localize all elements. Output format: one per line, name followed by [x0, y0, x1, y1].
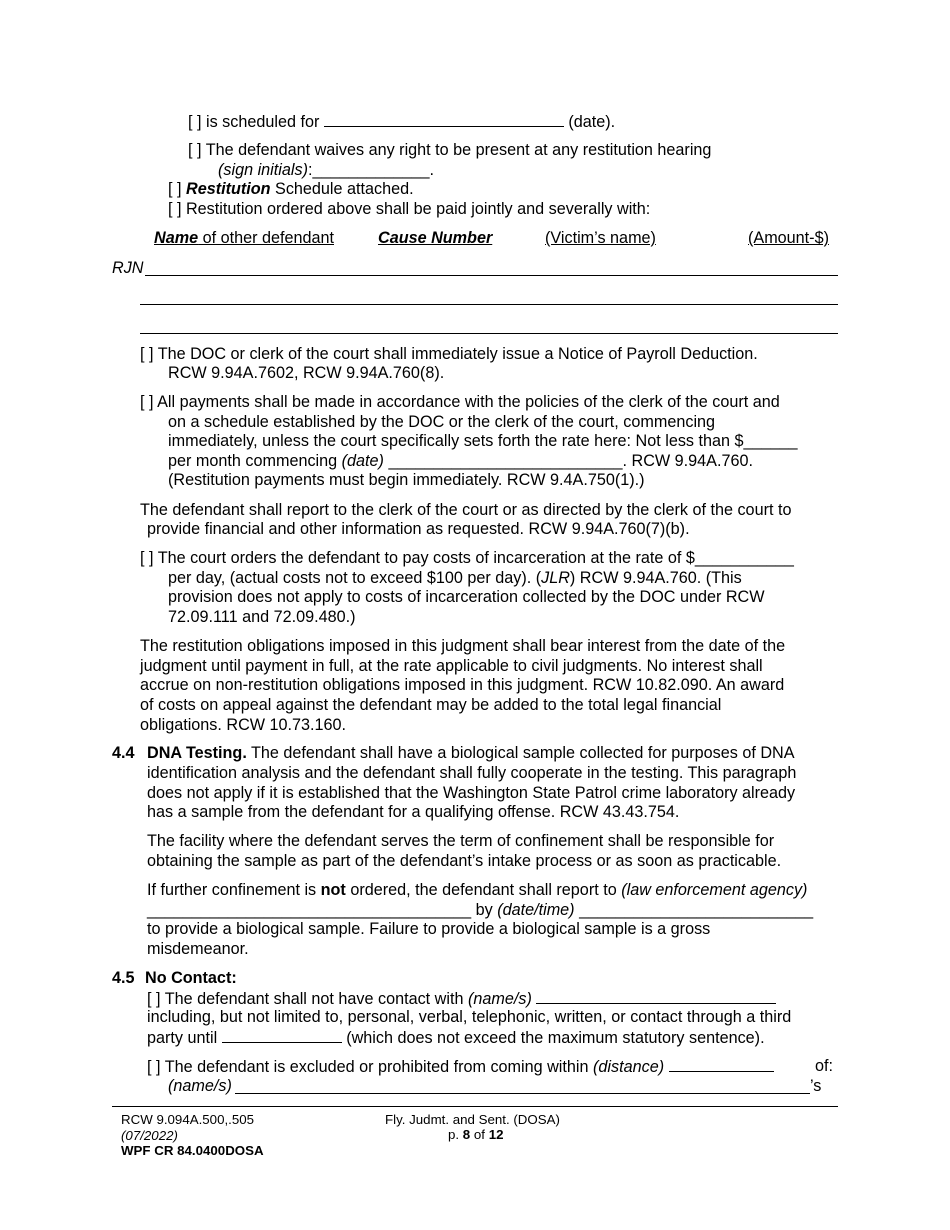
- no-contact-names-blank[interactable]: [536, 989, 776, 1004]
- no-contact-until-blank[interactable]: [222, 1028, 342, 1043]
- dna-line-1: DNA Testing. The defendant shall have a biological sample collected for purposes of DNA: [147, 744, 795, 762]
- dna-section-title: DNA Testing.: [147, 744, 247, 762]
- restitution-schedule-attached: [ ] Restitution Schedule attached.: [168, 180, 414, 198]
- report-line-2: provide financial and other information as requested. RCW 9.94A.760(7)(b).: [147, 520, 690, 538]
- restitution-waive-sign: (sign initials):_____________.: [218, 161, 434, 179]
- incarceration-line-3: provision does not apply to costs of incarceration collected by the DOC under RCW: [168, 588, 765, 606]
- header-cause-number: Cause Number: [378, 229, 493, 247]
- no-contact-line-1: [ ] The defendant shall not have contact with (name/s): [147, 989, 776, 1010]
- dna-facility-1: The facility where the defendant serves the term of confinement shall be responsible for: [147, 832, 775, 850]
- exclusion-distance-blank[interactable]: [669, 1057, 774, 1072]
- dna-further-4: misdemeanor.: [147, 940, 249, 958]
- payments-line-3: immediately, unless the court specifically sets forth the rate here: Not less than $______: [168, 432, 798, 450]
- exclusion-of-label: of:: [815, 1057, 833, 1075]
- dna-facility-2: obtaining the sample as part of the defendant’s intake process or as soon as practicable.: [147, 852, 782, 870]
- payments-line-4: per month commencing (date) __________________________. RCW 9.94A.760.: [168, 452, 753, 470]
- payroll-line-1: [ ] The DOC or clerk of the court shall immediately issue a Notice of Payroll Deduction.: [140, 345, 758, 363]
- restitution-jointly: [ ] Restitution ordered above shall be paid jointly and severally with:: [168, 200, 651, 218]
- interest-line-3: accrue on non-restitution obligations imposed in this judgment. RCW 10.82.090. An award: [140, 676, 785, 694]
- exclusion-names-blank[interactable]: [235, 1093, 810, 1094]
- header-victim-name: (Victim’s name): [545, 229, 656, 247]
- dna-line-4: has a sample from the defendant for a qualifying offense. RCW 43.43.754.: [147, 803, 680, 821]
- interest-line-4: of costs on appeal against the defendant may be added to the total legal financial: [140, 696, 722, 714]
- header-name-of-other-defendant: Name of other defendant: [154, 229, 334, 247]
- payroll-line-2: RCW 9.94A.7602, RCW 9.94A.760(8).: [168, 364, 445, 382]
- footer-rule: [112, 1106, 838, 1107]
- no-contact-section-title: No Contact:: [145, 969, 237, 987]
- exclusion-names-label: (name/s): [168, 1077, 232, 1095]
- no-contact-line-3: party until (which does not exceed the maximum statutory sentence).: [147, 1029, 765, 1047]
- codefendant-row-3[interactable]: [140, 333, 838, 334]
- footer-rcw: RCW 9.094A.500,.505: [121, 1112, 255, 1127]
- footer-form-number: WPF CR 84.0400DOSA: [121, 1143, 264, 1158]
- exclusion-possessive: ’s: [810, 1077, 822, 1095]
- codefendant-row-1[interactable]: [145, 275, 838, 276]
- dna-further-1: If further confinement is not ordered, the defendant shall report to (law enforcement agency): [147, 881, 808, 899]
- incarceration-line-2: per day, (actual costs not to exceed $100 per day). (JLR) RCW 9.94A.760. (This: [168, 569, 742, 587]
- codefendant-row-2[interactable]: [140, 304, 838, 305]
- interest-line-2: judgment until payment in full, at the rate applicable to civil judgments. No interest shall: [140, 657, 763, 675]
- no-contact-line-2: including, but not limited to, personal, verbal, telephonic, written, or contact through a third: [147, 1008, 792, 1026]
- payments-line-1: [ ] All payments shall be made in accordance with the policies of the clerk of the court and: [140, 393, 780, 411]
- restitution-waive-line: [ ] The defendant waives any right to be present at any restitution hearing: [188, 141, 712, 159]
- interest-line-5: obligations. RCW 10.73.160.: [140, 716, 347, 734]
- dna-further-2: ____________________________________ by (date/time) __________________________: [147, 901, 814, 919]
- incarceration-line-1: [ ] The court orders the defendant to pay costs of incarceration at the rate of $___________: [140, 549, 794, 567]
- footer-date: (07/2022): [121, 1128, 178, 1143]
- interest-line-1: The restitution obligations imposed in this judgment shall bear interest from the date of the: [140, 637, 786, 655]
- payments-line-5: (Restitution payments must begin immediately. RCW 9.4A.750(1).): [168, 471, 645, 489]
- footer-page-number: p. 8 of 12: [448, 1127, 504, 1142]
- exclusion-line-1: [ ] The defendant is excluded or prohibited from coming within (distance): [147, 1057, 774, 1078]
- scheduled-date-blank[interactable]: [324, 112, 564, 127]
- dna-section-number: 4.4: [112, 744, 135, 762]
- payments-line-2: on a schedule established by the DOC or the clerk of the court, commencing: [168, 413, 716, 431]
- restitution-scheduled: [ ] is scheduled for (date).: [188, 113, 616, 131]
- dna-line-3: does not apply if it is established that the Washington State Patrol crime laboratory already: [147, 784, 796, 802]
- footer-title: Fly. Judmt. and Sent. (DOSA): [385, 1112, 560, 1127]
- header-amount: (Amount-$): [748, 229, 829, 247]
- incarceration-line-4: 72.09.111 and 72.09.480.): [168, 608, 356, 626]
- rjn-label: RJN: [112, 259, 144, 277]
- report-line-1: The defendant shall report to the clerk of the court or as directed by the clerk of the court to: [140, 501, 792, 519]
- no-contact-section-number: 4.5: [112, 969, 135, 987]
- dna-line-2: identification analysis and the defendant shall fully cooperate in the testing. This paragraph: [147, 764, 797, 782]
- dna-further-3: to provide a biological sample. Failure to provide a biological sample is a gross: [147, 920, 711, 938]
